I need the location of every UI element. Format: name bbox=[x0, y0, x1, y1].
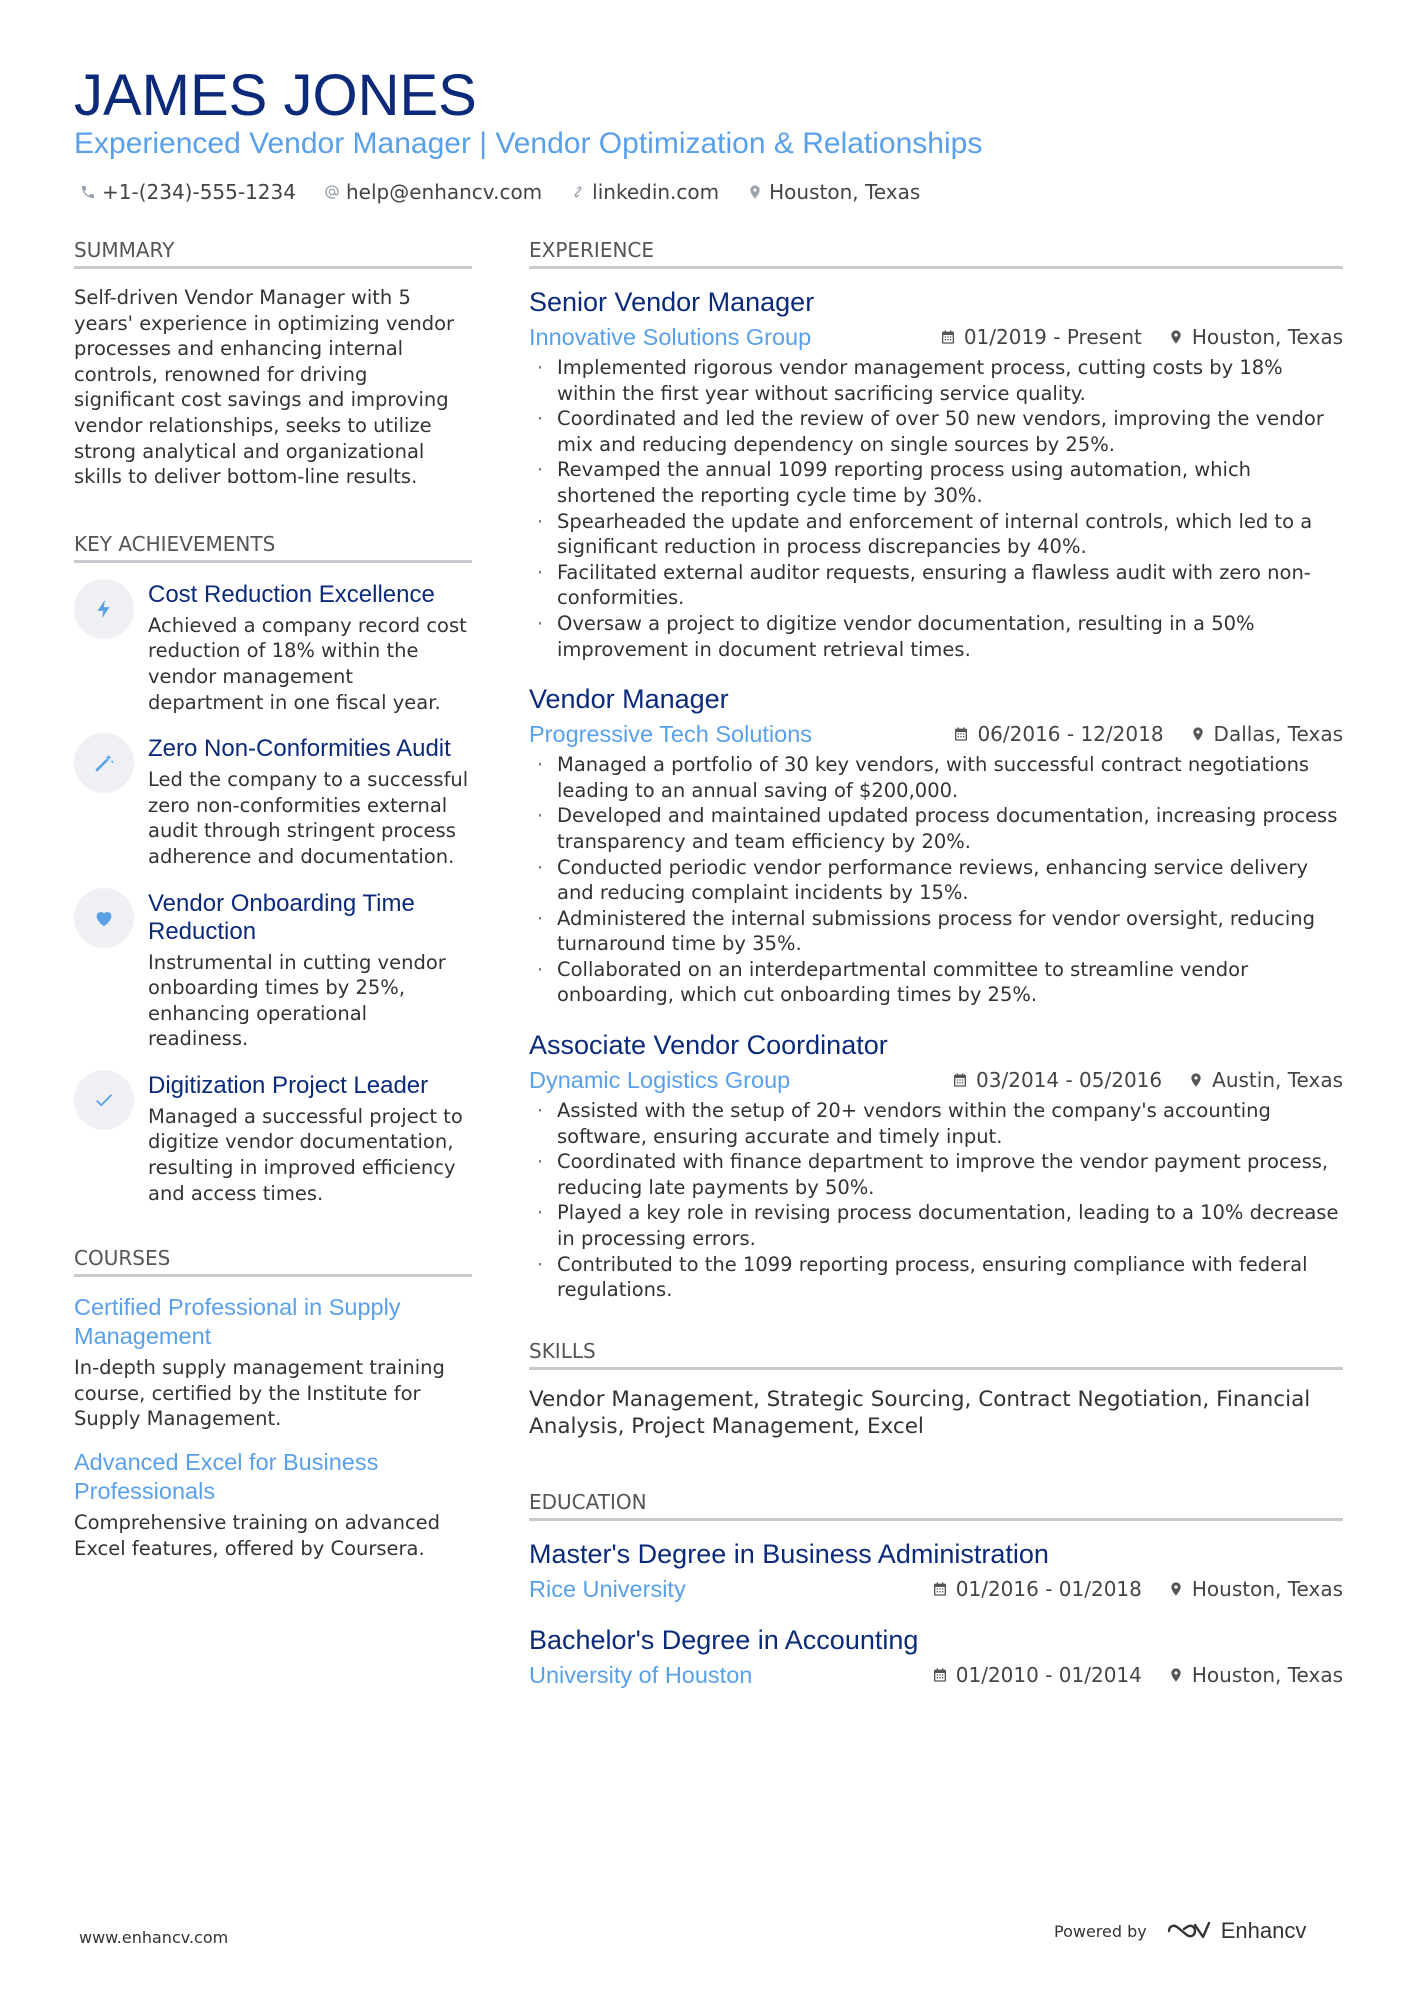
job-bullets bbox=[529, 752, 1343, 1008]
job-meta-right bbox=[953, 722, 1343, 746]
bullet-item: · Managed a portfolio of 30 key vendors, with successful contract negotiations leading to an annual saving of $200,000. bbox=[529, 752, 1343, 803]
map-pin-icon bbox=[1188, 1072, 1204, 1088]
education-title: EDUCATION bbox=[529, 1488, 1343, 1521]
summary-section bbox=[74, 236, 472, 490]
summary-title: SUMMARY bbox=[74, 236, 472, 269]
job-dates-text: 06/2016 - 12/2018 bbox=[977, 722, 1164, 747]
job-title: Senior Vendor Manager bbox=[529, 287, 815, 317]
calendar-icon bbox=[932, 1667, 948, 1683]
bullet-item: · Administered the internal submissions process for vendor oversight, reducing turnaround time by 35%. bbox=[529, 906, 1343, 957]
at-icon bbox=[324, 184, 340, 200]
job-meta-right bbox=[940, 325, 1343, 349]
bullet-item: · Facilitated external auditor requests, ensuring a flawless audit with zero non-conformities. bbox=[529, 560, 1343, 611]
link-icon bbox=[570, 184, 586, 200]
job-location-text: Austin, Texas bbox=[1212, 1068, 1343, 1093]
job-entry bbox=[529, 1028, 1343, 1303]
linkedin-text: linkedin.com bbox=[592, 180, 720, 204]
achievement-item bbox=[74, 733, 472, 869]
brand-name: Enhancv bbox=[1220, 1918, 1307, 1943]
job-dates bbox=[952, 1068, 1162, 1092]
location-text: Houston, Texas bbox=[769, 180, 921, 204]
phone-icon bbox=[80, 184, 96, 200]
check-icon bbox=[74, 1070, 134, 1130]
bullet-item: · Oversaw a project to digitize vendor documentation, resulting in a 50% improvement in document retrieval times. bbox=[529, 611, 1343, 662]
bullet-item: · Implemented rigorous vendor management process, cutting costs by 18% within the first year without sacrificing service quality. bbox=[529, 355, 1343, 406]
bullet-item: · Coordinated with finance department to improve the vendor payment process, reducing late payments by 50%. bbox=[529, 1149, 1343, 1200]
calendar-icon bbox=[932, 1581, 948, 1597]
bullet-item: · Contributed to the 1099 reporting process, ensuring compliance with federal regulations. bbox=[529, 1252, 1343, 1303]
achievement-desc: Instrumental in cutting vendor onboarding times by 25%, enhancing operational readiness. bbox=[148, 950, 446, 1051]
experience-title: EXPERIENCE bbox=[529, 236, 1343, 269]
bullet-item: · Spearheaded the update and enforcement of internal controls, which led to a significant reduction in process discrepancies by 40%. bbox=[529, 509, 1343, 560]
course-desc: Comprehensive training on advanced Excel features, offered by Coursera. bbox=[74, 1511, 441, 1560]
achievement-desc: Managed a successful project to digitize vendor documentation, resulting in improved efficiency and access times. bbox=[148, 1104, 463, 1205]
achievement-desc: Led the company to a successful zero non-conformities external audit through stringent process adherence and documentation. bbox=[148, 768, 469, 868]
achievement-title: Digitization Project Leader bbox=[148, 1071, 429, 1099]
education-location bbox=[1168, 1577, 1343, 1601]
education-meta-right bbox=[932, 1577, 1343, 1601]
job-location bbox=[1188, 1068, 1343, 1092]
school-name: University of Houston bbox=[529, 1661, 753, 1688]
map-pin-icon bbox=[1168, 329, 1184, 345]
contact-linkedin[interactable] bbox=[570, 178, 719, 206]
course-title: Advanced Excel for Business Professionals bbox=[74, 1449, 379, 1505]
wand-icon bbox=[74, 733, 134, 793]
calendar-icon bbox=[952, 1072, 968, 1088]
skills-text: Vendor Management, Strategic Sourcing, Contract Negotiation, Financial Analysis, Project Management, Excel bbox=[529, 1386, 1311, 1439]
company-name: Dynamic Logistics Group bbox=[529, 1067, 791, 1094]
course-title: Certified Professional in Supply Management bbox=[74, 1294, 401, 1350]
job-meta bbox=[529, 321, 1343, 353]
candidate-headline: Experienced Vendor Manager | Vendor Optimization & Relationships bbox=[74, 127, 983, 160]
achievements-title: KEY ACHIEVEMENTS bbox=[74, 530, 472, 563]
bullet-item: · Revamped the annual 1099 reporting process using automation, which shortened the reporting cycle time by 30%. bbox=[529, 457, 1343, 508]
calendar-icon bbox=[940, 329, 956, 345]
education-location-text: Houston, Texas bbox=[1191, 1576, 1343, 1601]
email-text: help@enhancv.com bbox=[345, 180, 543, 204]
candidate-name: JAMES JONES bbox=[74, 63, 477, 128]
contact-location bbox=[747, 178, 920, 206]
powered-by-label: Powered by bbox=[1054, 1921, 1147, 1941]
education-dates-text: 01/2010 - 01/2014 bbox=[955, 1662, 1142, 1687]
company-name: Innovative Solutions Group bbox=[529, 324, 812, 350]
education-item bbox=[529, 1623, 1343, 1691]
job-bullets bbox=[529, 1098, 1343, 1303]
calendar-icon bbox=[953, 726, 969, 742]
footer-branding bbox=[1054, 1918, 1306, 1944]
achievements-section bbox=[74, 530, 472, 1207]
course-item bbox=[74, 1448, 472, 1561]
education-section bbox=[529, 1488, 1343, 1691]
education-dates bbox=[932, 1663, 1142, 1687]
courses-section bbox=[74, 1244, 472, 1561]
degree-title: Master's Degree in Business Administration bbox=[529, 1538, 1049, 1569]
course-desc: In-depth supply management training course, certified by the Institute for Supply Management. bbox=[74, 1356, 445, 1431]
education-meta-right bbox=[932, 1663, 1343, 1687]
company-name: Progressive Tech Solutions bbox=[529, 721, 813, 748]
achievement-item bbox=[74, 579, 472, 715]
job-bullets bbox=[529, 355, 1343, 662]
course-item bbox=[74, 1293, 472, 1432]
contact-bar bbox=[80, 178, 920, 206]
bullet-item: · Played a key role in revising process documentation, leading to a 10% decrease in processing errors. bbox=[529, 1200, 1343, 1251]
job-title: Vendor Manager bbox=[529, 684, 729, 715]
education-meta bbox=[529, 1573, 1343, 1605]
heart-icon bbox=[74, 888, 134, 948]
job-dates-text: 03/2014 - 05/2016 bbox=[976, 1068, 1163, 1093]
skills-title: SKILLS bbox=[529, 1337, 1343, 1370]
enhancv-logo-icon bbox=[1165, 1919, 1211, 1943]
education-dates-text: 01/2016 - 01/2018 bbox=[955, 1576, 1142, 1601]
bullet-item: · Developed and maintained updated process documentation, increasing process transparency and team efficiency by 20%. bbox=[529, 803, 1343, 854]
map-pin-icon bbox=[1190, 726, 1206, 742]
courses-title: COURSES bbox=[74, 1244, 472, 1277]
skills-section bbox=[529, 1337, 1343, 1440]
bullet-item: · Assisted with the setup of 20+ vendors within the company's accounting software, ensuring accurate and timely input. bbox=[529, 1098, 1343, 1149]
footer-website[interactable]: www.enhancv.com bbox=[79, 1928, 229, 1947]
achievement-item bbox=[74, 888, 472, 1052]
job-location-text: Houston, Texas bbox=[1191, 325, 1343, 349]
map-pin-icon bbox=[1168, 1667, 1184, 1683]
achievement-title: Vendor Onboarding Time Reduction bbox=[148, 889, 415, 945]
job-entry bbox=[529, 285, 1343, 662]
experience-section bbox=[529, 236, 1343, 1303]
job-meta bbox=[529, 1064, 1343, 1096]
phone-text: +1-(234)-555-1234 bbox=[102, 180, 296, 204]
job-dates bbox=[953, 722, 1163, 746]
education-meta bbox=[529, 1659, 1343, 1691]
job-location-text: Dallas, Texas bbox=[1213, 722, 1343, 747]
job-location bbox=[1168, 325, 1343, 349]
achievement-title: Cost Reduction Excellence bbox=[148, 580, 435, 608]
job-title: Associate Vendor Coordinator bbox=[529, 1030, 888, 1061]
education-dates bbox=[932, 1577, 1142, 1601]
achievement-desc: Achieved a company record cost reduction of 18% within the vendor management department in one fiscal year. bbox=[148, 613, 467, 714]
education-location bbox=[1168, 1663, 1343, 1687]
job-dates-text: 01/2019 - Present bbox=[963, 325, 1142, 349]
map-pin-icon bbox=[747, 184, 763, 200]
right-column bbox=[529, 236, 1343, 1709]
job-entry bbox=[529, 682, 1343, 1008]
bullet-item: · Conducted periodic vendor performance reviews, enhancing service delivery and reducing complaint incidents by 15%. bbox=[529, 855, 1343, 906]
job-location bbox=[1190, 722, 1343, 746]
job-meta-right bbox=[952, 1068, 1343, 1092]
education-location-text: Houston, Texas bbox=[1191, 1662, 1343, 1687]
job-dates bbox=[940, 325, 1142, 349]
left-column bbox=[74, 236, 472, 1577]
job-meta bbox=[529, 718, 1343, 750]
degree-title: Bachelor's Degree in Accounting bbox=[529, 1624, 919, 1655]
contact-phone[interactable] bbox=[80, 178, 296, 206]
achievement-title: Zero Non-Conformities Audit bbox=[148, 735, 451, 763]
bullet-item: · Collaborated on an interdepartmental committee to streamline vendor onboarding, which cut onboarding times by 25%. bbox=[529, 957, 1343, 1008]
bullet-item: · Coordinated and led the review of over 50 new vendors, improving the vendor mix and reducing dependency on single sources by 25%. bbox=[529, 406, 1343, 457]
bolt-icon bbox=[74, 579, 134, 639]
summary-text: Self-driven Vendor Manager with 5 years' experience in optimizing vendor processes and enhancing internal controls, renowned for driving significant cost savings and improving vendor relationships, seeks to utilize strong analytical and organizational skills to deliver bottom-line results. bbox=[74, 286, 455, 489]
education-item bbox=[529, 1537, 1343, 1605]
map-pin-icon bbox=[1168, 1581, 1184, 1597]
school-name: Rice University bbox=[529, 1575, 686, 1602]
brand-logo[interactable] bbox=[1165, 1918, 1307, 1944]
achievement-item bbox=[74, 1070, 472, 1206]
contact-email[interactable] bbox=[324, 178, 542, 206]
